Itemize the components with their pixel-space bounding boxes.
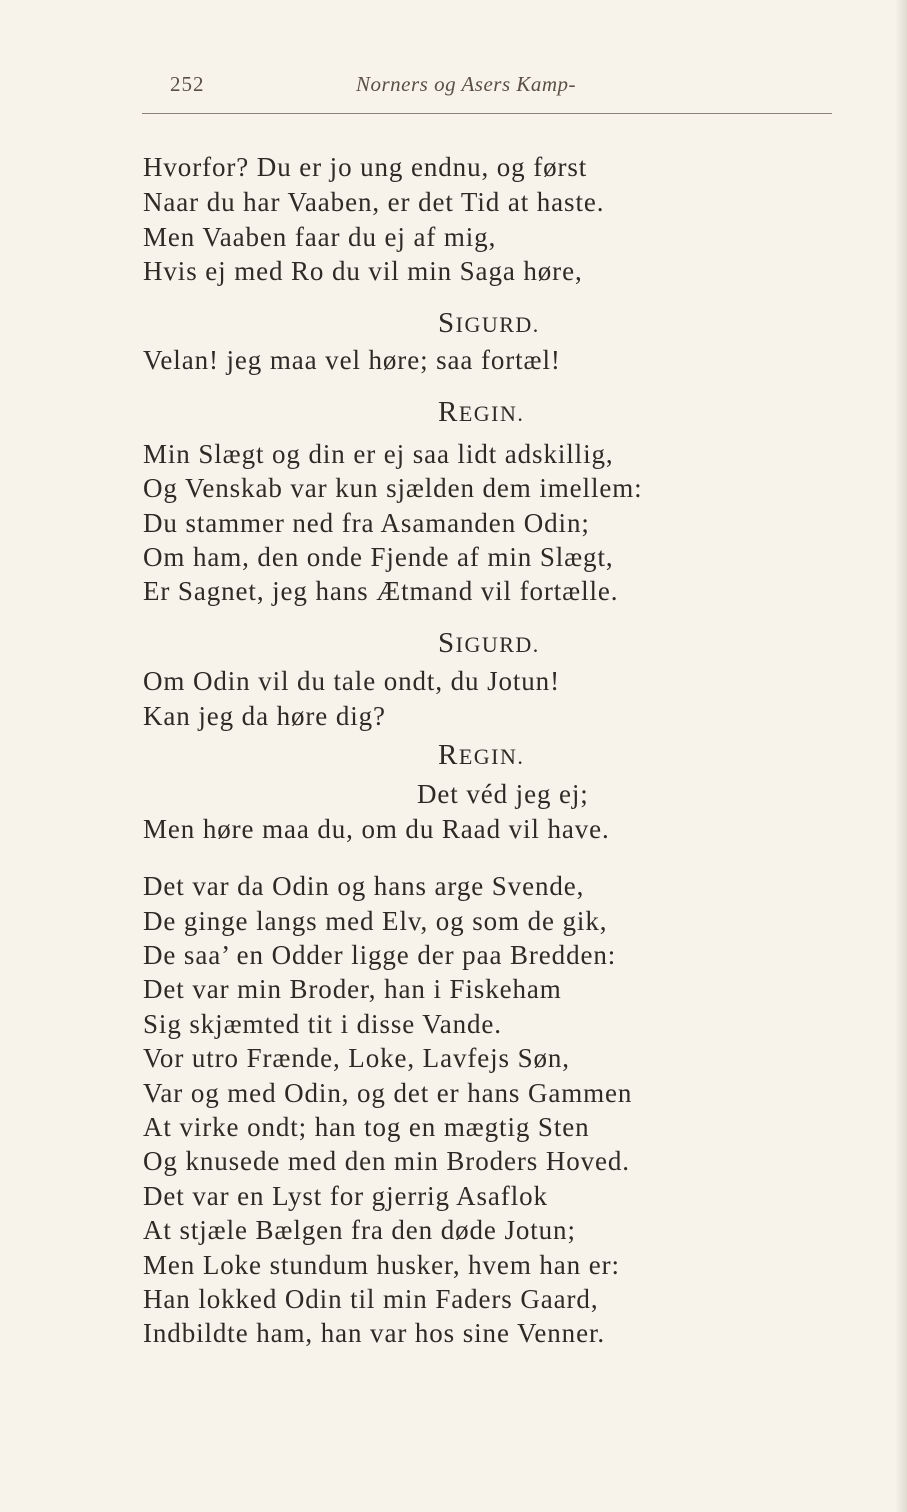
verse-line: Velan! jeg maa vel høre; saa fortæl! xyxy=(143,345,561,375)
verse-line: Han lokked Odin til min Faders Gaard, xyxy=(143,1284,599,1314)
verse-line: Indbildte ham, han var hos sine Venner. xyxy=(143,1318,606,1348)
verse-line: Om Odin vil du tale ondt, du Jotun! xyxy=(143,666,560,696)
verse-line: Men høre maa du, om du Raad vil have. xyxy=(143,814,610,844)
page-number: 252 xyxy=(170,72,205,96)
verse-line-indented: Det véd jeg ej; xyxy=(417,779,589,809)
speaker-rest: IGURD. xyxy=(455,312,540,337)
verse-line: Du stammer ned fra Asamanden Odin; xyxy=(143,508,590,538)
running-head xyxy=(170,72,630,102)
speaker-initial: S xyxy=(438,627,456,659)
verse-line: Men Loke stundum husker, hvem han er: xyxy=(143,1250,620,1280)
verse-line: Er Sagnet, jeg hans Ætmand vil fortælle. xyxy=(143,576,619,606)
verse-line: At stjæle Bælgen fra den døde Jotun; xyxy=(143,1215,576,1245)
page-edge-shadow xyxy=(895,0,907,1512)
verse-line: Naar du har Vaaben, er det Tid at haste. xyxy=(143,187,605,217)
speaker-rest: EGIN. xyxy=(458,401,525,426)
verse-line: Var og med Odin, og det er hans Gammen xyxy=(143,1078,633,1108)
verse-line: Det var da Odin og hans arge Svende, xyxy=(143,871,585,901)
speaker-sigurd xyxy=(438,308,540,338)
speaker-regin xyxy=(438,397,524,427)
verse-line: Sig skjæmted tit i disse Vande. xyxy=(143,1009,502,1039)
speaker-rest: EGIN. xyxy=(458,744,525,769)
header-rule xyxy=(142,113,832,114)
verse-line: At virke ondt; han tog en mægtig Sten xyxy=(143,1112,590,1142)
verse-line: Kan jeg da høre dig? xyxy=(143,701,386,731)
verse-line: Hvis ej med Ro du vil min Saga høre, xyxy=(143,256,583,286)
verse-line: Det var min Broder, han i Fiskeham xyxy=(143,974,562,1004)
verse-line: Men Vaaben faar du ej af mig, xyxy=(143,222,497,252)
speaker-rest: IGURD. xyxy=(455,632,540,657)
verse-line: Min Slægt og din er ej saa lidt adskillig, xyxy=(143,439,614,469)
speaker-initial: S xyxy=(438,307,456,339)
speaker-initial: R xyxy=(438,739,459,771)
verse-line: Om ham, den onde Fjende af min Slægt, xyxy=(143,542,614,572)
verse-line: Det var en Lyst for gjerrig Asaflok xyxy=(143,1181,548,1211)
verse-line: Og Venskab var kun sjælden dem imellem: xyxy=(143,473,643,503)
verse-line: Vor utro Frænde, Loke, Lavfejs Søn, xyxy=(143,1043,570,1073)
verse-line: Og knusede med den min Broders Hoved. xyxy=(143,1146,630,1176)
speaker-sigurd xyxy=(438,628,540,658)
running-title: Norners og Asers Kamp- xyxy=(356,72,577,96)
verse-line: De ginge langs med Elv, og som de gik, xyxy=(143,906,608,936)
speaker-initial: R xyxy=(438,396,459,428)
verse-line: Hvorfor? Du er jo ung endnu, og først xyxy=(143,152,588,182)
speaker-regin xyxy=(438,740,524,770)
verse-line: De saa’ en Odder ligge der paa Bredden: xyxy=(143,940,617,970)
